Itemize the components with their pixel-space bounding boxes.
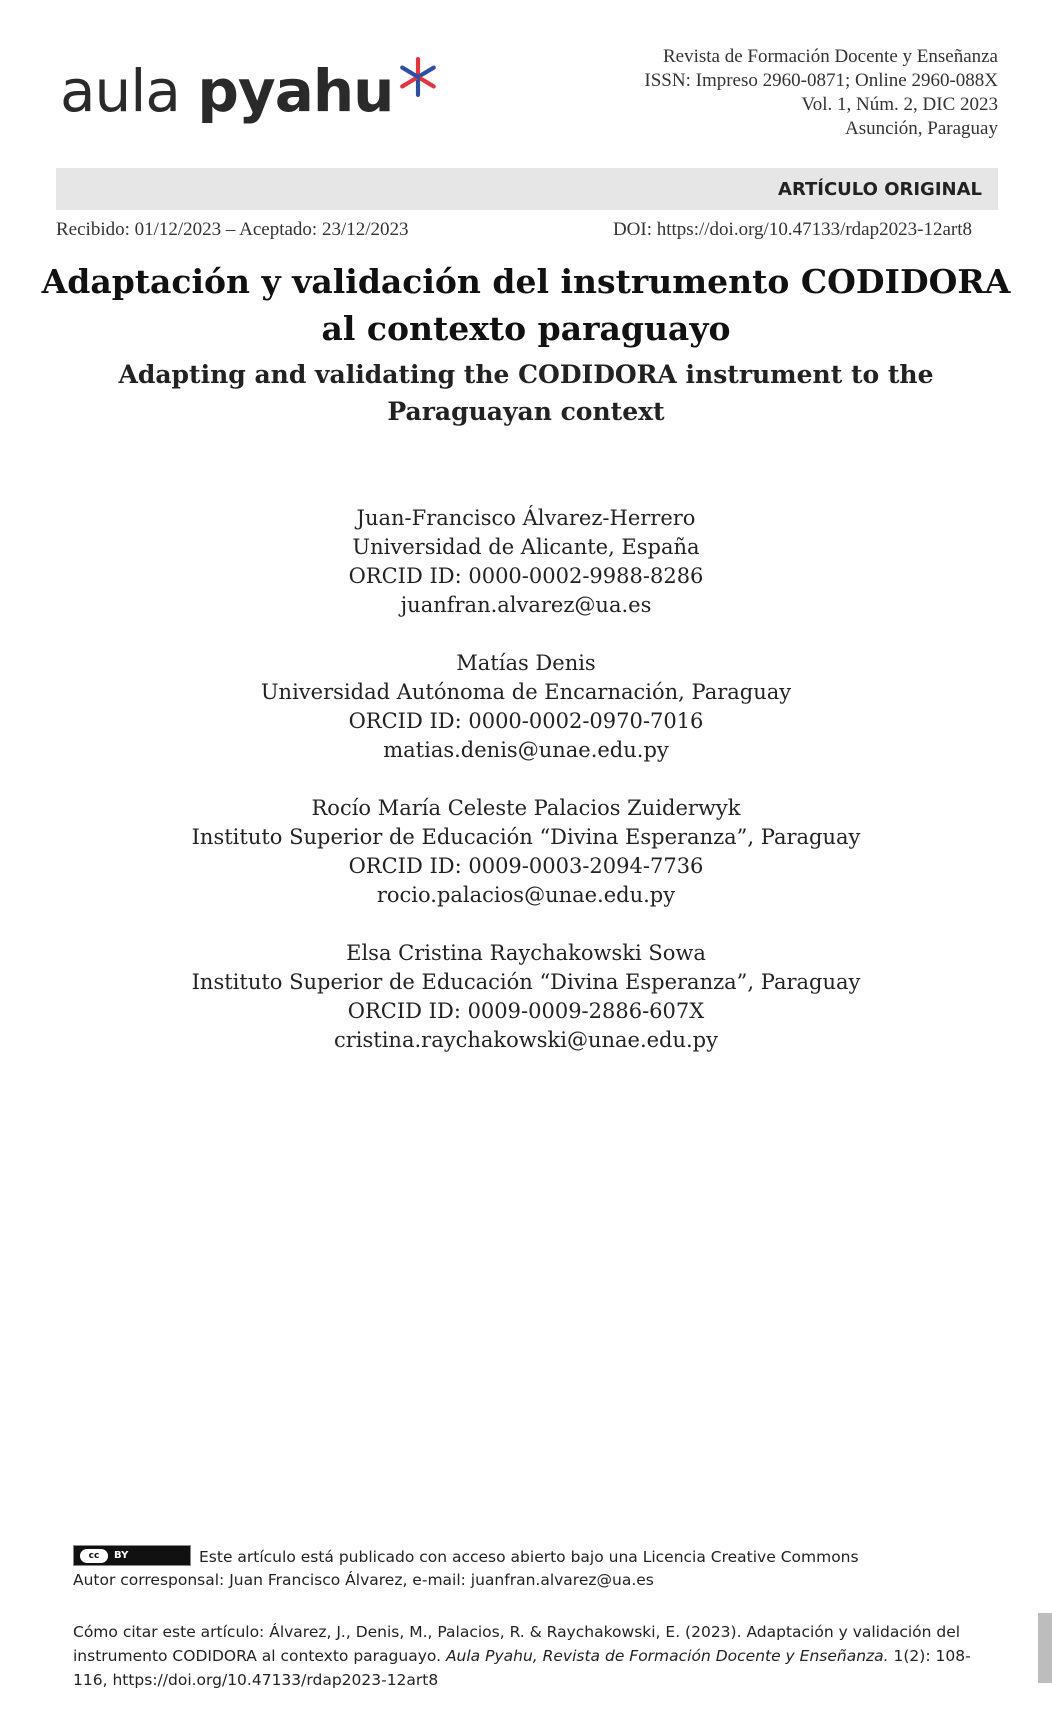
author-name: Rocío María Celeste Palacios Zuiderwyk xyxy=(311,796,741,820)
author-email[interactable]: juanfran.alvarez@ua.es xyxy=(400,593,652,617)
author-name: Elsa Cristina Raychakowski Sowa xyxy=(346,941,706,965)
citation-text: Cómo citar este artículo: Álvarez, J., Denis, M., Palacios, R. & Raychakowski, E. (2023). Adaptación y validación del instrumento CODIDORA al contexto paraguayo. xyxy=(73,1623,961,1665)
author-orcid[interactable]: ORCID ID: 0009-0003-2094-7736 xyxy=(348,854,704,878)
journal-issn: ISSN: Impreso 2960-0871; Online 2960-088X xyxy=(644,70,998,91)
journal-volume: Vol. 1, Núm. 2, DIC 2023 xyxy=(801,94,998,115)
author-orcid[interactable]: ORCID ID: 0000-0002-0970-7016 xyxy=(348,709,704,733)
logo-word-aula: aula xyxy=(60,57,198,125)
license-text: Este artículo está publicado con acceso abierto bajo una Licencia Creative Commons xyxy=(199,1548,859,1566)
journal-info xyxy=(644,45,998,141)
license-footer xyxy=(73,1546,859,1592)
journal-logo xyxy=(60,57,439,125)
asterisk-star-icon xyxy=(397,56,439,98)
citation-suffix: 1(2): 108-116, https://doi.org/10.47133/rdap2023-12art8 xyxy=(73,1647,971,1689)
author-affiliation: Instituto Superior de Educación “Divina Esperanza”, Paraguay xyxy=(191,825,861,849)
logo-word-pyahu: pyahu xyxy=(197,57,394,125)
author-block xyxy=(0,794,1052,910)
received-accepted-dates: Recibido: 01/12/2023 – Aceptado: 23/12/2023 xyxy=(56,219,409,240)
doi-link[interactable]: DOI: https://doi.org/10.47133/rdap2023-12art8 xyxy=(612,219,972,240)
author-affiliation: Universidad Autónoma de Encarnación, Paraguay xyxy=(260,680,792,704)
article-title: Adaptación y validación del instrumento CODIDORA al contexto paraguayo xyxy=(41,262,1011,348)
author-block xyxy=(0,649,1052,765)
author-email[interactable]: rocio.palacios@unae.edu.py xyxy=(376,883,676,907)
author-name: Juan-Francisco Álvarez-Herrero xyxy=(356,506,696,530)
author-email[interactable]: matias.denis@unae.edu.py xyxy=(383,738,669,762)
author-name: Matías Denis xyxy=(456,651,596,675)
journal-name: Revista de Formación Docente y Enseñanza xyxy=(662,46,998,67)
author-affiliation: Instituto Superior de Educación “Divina Esperanza”, Paraguay xyxy=(191,970,861,994)
logo-wordmark xyxy=(60,57,394,125)
corresponding-author: Autor corresponsal: Juan Francisco Álvarez, e-mail: juanfran.alvarez@ua.es xyxy=(73,1571,654,1589)
author-email[interactable]: cristina.raychakowski@unae.edu.py xyxy=(333,1028,718,1052)
author-list xyxy=(0,504,1052,1084)
article-type: ARTÍCULO ORIGINAL xyxy=(778,179,982,200)
author-block xyxy=(0,939,1052,1055)
journal-location: Asunción, Paraguay xyxy=(844,118,998,139)
author-block xyxy=(0,504,1052,620)
author-orcid[interactable]: ORCID ID: 0000-0002-9988-8286 xyxy=(348,564,704,588)
page-edge-tab xyxy=(1038,1613,1052,1683)
citation-journal: Aula Pyahu, Revista de Formación Docente y Enseñanza. xyxy=(445,1647,889,1665)
article-type-bar xyxy=(56,168,998,210)
by-label: BY xyxy=(114,1550,129,1561)
license-row xyxy=(73,1546,859,1569)
cc-label: cc xyxy=(80,1549,108,1563)
citation xyxy=(73,1620,993,1692)
author-affiliation: Universidad de Alicante, España xyxy=(352,535,700,559)
cc-by-license-icon[interactable] xyxy=(73,1545,191,1566)
author-orcid[interactable]: ORCID ID: 0009-0009-2886-607X xyxy=(347,999,705,1023)
article-subtitle: Adapting and validating the CODIDORA instrument to the Paraguayan context xyxy=(118,360,934,426)
